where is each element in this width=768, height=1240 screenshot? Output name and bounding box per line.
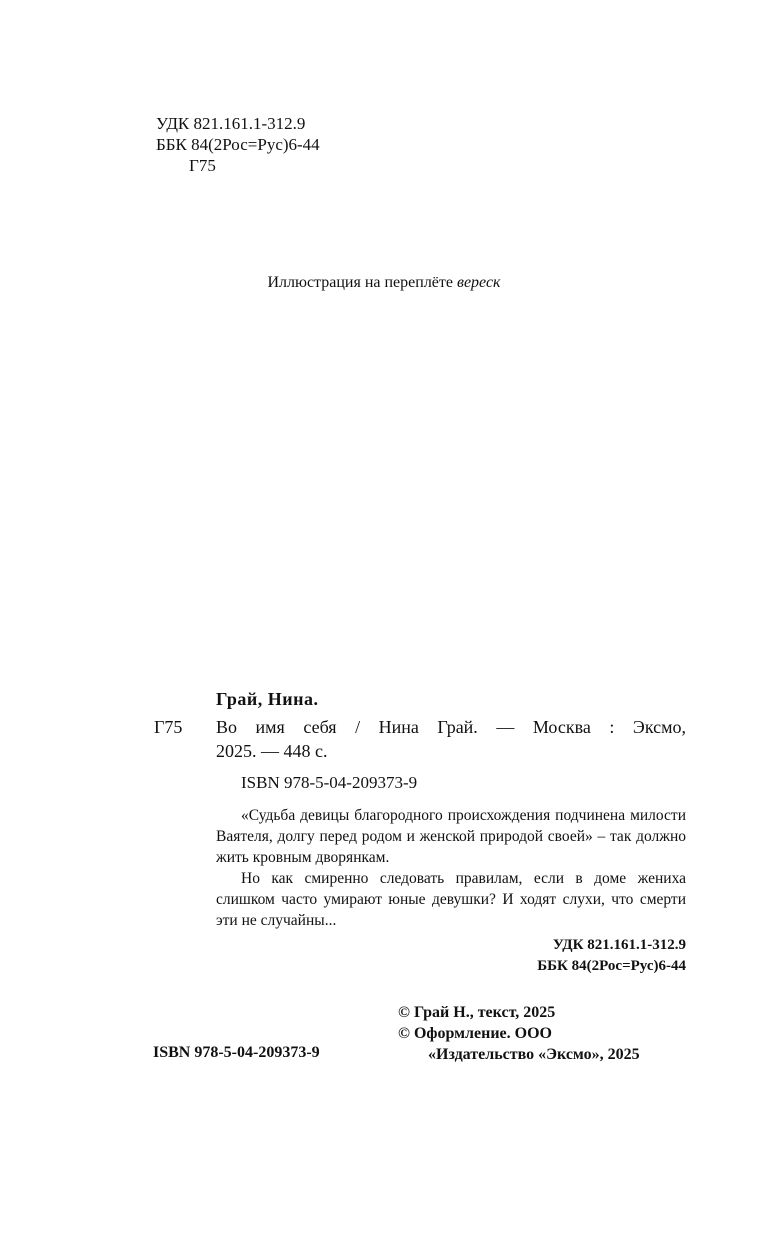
copyright-design: © Оформление. ООО (398, 1025, 552, 1042)
top-author-code: Г75 (189, 156, 216, 175)
isbn-bottom: ISBN 978-5-04-209373-9 (153, 1044, 320, 1061)
bibliographic-author-code: Г75 (154, 717, 183, 737)
illustration-credit-label: Иллюстрация на переплёте (267, 274, 453, 291)
bottom-bbk: ББК 84(2Рос=Рус)6-44 (537, 958, 686, 974)
bottom-classification-block (400, 935, 686, 977)
author-heading: Грай, Нина. (216, 689, 319, 709)
top-bbk: ББК 84(2Рос=Рус)6-44 (156, 135, 320, 154)
copyright-text: © Грай Н., текст, 2025 (398, 1004, 556, 1021)
illustration-credit (0, 274, 768, 292)
bibliographic-title-line: Во имя себя / Нина Грай. — Москва : Эксмо, (216, 717, 686, 737)
annotation-paragraph-1: «Судьба девицы благородного происхождения подчинена милости Ваятеля, долгу перед родом и женской природой своей» – так должно жить кровным дворянкам. (216, 807, 686, 866)
illustration-artist: вереск (457, 274, 501, 291)
annotation-paragraph-2: Но как смиренно следовать правилам, если в доме жениха слишком часто умирают юные девушки? И ходят слухи, что смерти эти не случайны... (216, 870, 686, 929)
copyright-block (398, 1002, 640, 1065)
bibliographic-year-line: 2025. — 448 с. (216, 741, 328, 761)
top-classification-block (156, 113, 320, 176)
bibliographic-isbn: ISBN 978-5-04-209373-9 (241, 773, 418, 792)
annotation-block (216, 805, 686, 931)
copyright-publisher: «Издательство «Эксмо», 2025 (428, 1046, 640, 1063)
bottom-udk: УДК 821.161.1-312.9 (552, 937, 686, 953)
top-udk: УДК 821.161.1-312.9 (156, 114, 306, 133)
